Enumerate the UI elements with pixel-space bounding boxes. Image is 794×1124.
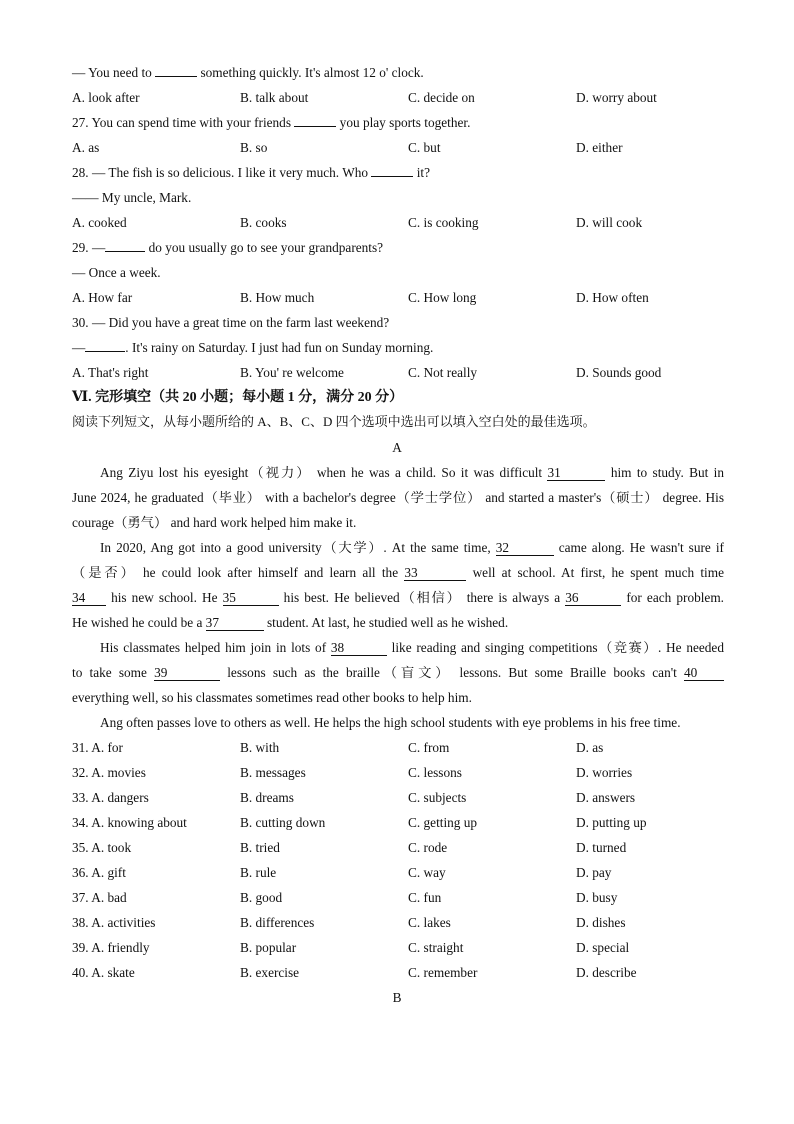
cloze-39-option-b[interactable]: B. popular [240, 940, 297, 955]
cloze-35-option-a[interactable]: 35. A. took [72, 840, 132, 855]
q30-option-c[interactable]: C. Not really [408, 365, 478, 380]
q29-blank[interactable] [105, 251, 145, 252]
cloze-37-option-d[interactable]: D. busy [576, 890, 618, 905]
cloze-40-option-d[interactable]: D. describe [576, 965, 637, 980]
cloze-34-options [72, 814, 752, 832]
p2-line1 [100, 539, 724, 557]
cloze-31-option-c[interactable]: C. from [408, 740, 450, 755]
cloze-36-option-c[interactable]: C. way [408, 865, 446, 880]
cloze-38-option-c[interactable]: C. lakes [408, 915, 451, 930]
q28-option-c[interactable]: C. is cooking [408, 215, 479, 230]
q30-option-b[interactable]: B. You' re welcome [240, 365, 344, 380]
cloze-32-option-a[interactable]: 32. A. movies [72, 765, 146, 780]
q26-options [72, 89, 752, 107]
q26-stem-part1: — You need to [72, 65, 152, 80]
p1-line1 [100, 464, 724, 482]
blank-33[interactable]: 33 [404, 565, 466, 581]
q28-blank[interactable] [371, 176, 413, 177]
cloze-39-option-c[interactable]: C. straight [408, 940, 464, 955]
q26-option-b[interactable]: B. talk about [240, 90, 309, 105]
cloze-34-option-b[interactable]: B. cutting down [240, 815, 326, 830]
p1-line2: June 2024, he graduated（毕业） with a bachelor's degree（学士学位） and started a master's（硕士） degree. His [72, 490, 724, 505]
cloze-31-option-a[interactable]: 31. A. for [72, 740, 123, 755]
q28-option-b[interactable]: B. cooks [240, 215, 287, 230]
q28-option-a[interactable]: A. cooked [72, 215, 127, 230]
q29-option-c[interactable]: C. How long [408, 290, 477, 305]
p1-text: him to study. But in [610, 465, 725, 480]
p2-text: well at school. At first, he spent much time [472, 565, 724, 580]
p2-line4 [72, 614, 724, 632]
section-instruction: 阅读下列短文，从每小题所给的 A、B、C、D 四个选项中选出可以填入空白处的最佳选项。 [72, 414, 596, 429]
cloze-31-option-b[interactable]: B. with [240, 740, 280, 755]
q28-stem-part2: it? [416, 165, 431, 180]
q30-reply-part2: . It's rainy on Saturday. I just had fun on Sunday morning. [125, 340, 434, 355]
q29-option-d[interactable]: D. How often [576, 290, 649, 305]
q27-option-c[interactable]: C. but [408, 140, 441, 155]
p2-text: his new school. He [111, 590, 218, 605]
q29-stem-part1: 29. — [72, 240, 106, 255]
q28-option-d[interactable]: D. will cook [576, 215, 643, 230]
cloze-34-option-d[interactable]: D. putting up [576, 815, 647, 830]
cloze-36-option-d[interactable]: D. pay [576, 865, 612, 880]
p2-text: his best. He believed（相信） there is always a [283, 590, 561, 605]
cloze-38-option-d[interactable]: D. dishes [576, 915, 626, 930]
q29-option-a[interactable]: A. How far [72, 290, 133, 305]
p1-line3: courage（勇气） and hard work helped him make it. [72, 515, 357, 530]
q30-stem: 30. — Did you have a great time on the farm last weekend? [72, 315, 390, 330]
blank-39[interactable]: 39 [154, 665, 220, 681]
q28-stem-part1: 28. — The fish is so delicious. I like it very much. Who [72, 165, 369, 180]
blank-38[interactable]: 38 [331, 640, 387, 656]
cloze-31-option-d[interactable]: D. as [576, 740, 604, 755]
blank-34[interactable]: 34 [72, 590, 106, 606]
q28-stem [72, 164, 430, 182]
q28-options [72, 214, 752, 232]
q26-option-c[interactable]: C. decide on [408, 90, 475, 105]
q29-stem [72, 239, 383, 257]
q26-stem-part2: something quickly. It's almost 12 o' clock. [200, 65, 424, 80]
q27-option-b[interactable]: B. so [240, 140, 268, 155]
p2-line3 [72, 589, 724, 607]
q28-reply: —— My uncle, Mark. [72, 190, 192, 205]
cloze-35-option-d[interactable]: D. turned [576, 840, 627, 855]
section-title: Ⅵ. 完形填空（共 20 小题；每小题 1 分，满分 20 分） [72, 390, 404, 405]
cloze-40-option-a[interactable]: 40. A. skate [72, 965, 135, 980]
q27-blank[interactable] [294, 126, 336, 127]
cloze-40-option-c[interactable]: C. remember [408, 965, 478, 980]
cloze-32-option-c[interactable]: C. lessons [408, 765, 462, 780]
cloze-32-option-b[interactable]: B. messages [240, 765, 306, 780]
q30-option-d[interactable]: D. Sounds good [576, 365, 662, 380]
cloze-38-option-a[interactable]: 38. A. activities [72, 915, 156, 930]
cloze-36-options [72, 864, 752, 882]
p3-line2 [72, 664, 724, 682]
blank-37[interactable]: 37 [206, 615, 264, 631]
cloze-33-option-c[interactable]: C. subjects [408, 790, 467, 805]
p3-text: to take some [72, 665, 147, 680]
p2-text: came along. He wasn't sure if [558, 540, 724, 555]
p2-text: student. At last, he studied well as he wished. [267, 615, 509, 630]
q26-option-d[interactable]: D. worry about [576, 90, 657, 105]
cloze-38-option-b[interactable]: B. differences [240, 915, 315, 930]
blank-36[interactable]: 36 [565, 590, 621, 606]
p2-text: for each problem. [626, 590, 725, 605]
p3-line1 [100, 639, 724, 657]
q29-reply: — Once a week. [72, 265, 161, 280]
cloze-31-options [72, 739, 752, 757]
q27-stem [72, 114, 470, 132]
cloze-33-options [72, 789, 752, 807]
p3-line3: everything well, so his classmates sometimes read other books to help him. [72, 690, 472, 705]
p3-text: like reading and singing competitions（竞赛）. He needed [391, 640, 724, 655]
p2-text: In 2020, Ang got into a good university（大学）. At the same time, [100, 540, 491, 555]
q29-option-b[interactable]: B. How much [240, 290, 315, 305]
q26-stem [72, 64, 424, 82]
cloze-40-option-b[interactable]: B. exercise [240, 965, 300, 980]
blank-32[interactable]: 32 [496, 540, 554, 556]
p4-line1: Ang often passes love to others as well. He helps the high school students with eye problems in his free time. [100, 715, 681, 730]
q30-reply-part1: — [72, 340, 86, 355]
q30-option-a[interactable]: A. That's right [72, 365, 149, 380]
passage-b-label: B [392, 990, 402, 1005]
cloze-39-options [72, 939, 752, 957]
q29-options [72, 289, 752, 307]
cloze-39-option-d[interactable]: D. special [576, 940, 630, 955]
p3-text: lessons such as the braille（盲文） lessons. But some Braille books can't [227, 665, 677, 680]
cloze-37-option-a[interactable]: 37. A. bad [72, 890, 127, 905]
cloze-36-option-a[interactable]: 36. A. gift [72, 865, 126, 880]
cloze-36-option-b[interactable]: B. rule [240, 865, 277, 880]
cloze-33-option-b[interactable]: B. dreams [240, 790, 294, 805]
p2-text: （是否） he could look after himself and learn all the [72, 565, 399, 580]
q27-option-d[interactable]: D. either [576, 140, 623, 155]
q30-reply [72, 339, 433, 357]
cloze-33-option-a[interactable]: 33. A. dangers [72, 790, 149, 805]
p2-text: He wished he could be a [72, 615, 203, 630]
cloze-32-option-d[interactable]: D. worries [576, 765, 633, 780]
cloze-39-option-a[interactable]: 39. A. friendly [72, 940, 150, 955]
q27-stem-part1: 27. You can spend time with your friends [72, 115, 292, 130]
blank-40[interactable]: 40 [684, 665, 724, 681]
p1-text: Ang Ziyu lost his eyesight（视力） when he was a child. So it was difficult [100, 465, 543, 480]
cloze-33-option-d[interactable]: D. answers [576, 790, 636, 805]
q30-options [72, 364, 752, 382]
cloze-35-option-c[interactable]: C. rode [408, 840, 448, 855]
q26-option-a[interactable]: A. look after [72, 90, 140, 105]
passage-a-label: A [392, 440, 402, 455]
cloze-38-options [72, 914, 752, 932]
q27-option-a[interactable]: A. as [72, 140, 100, 155]
blank-31[interactable]: 31 [547, 465, 605, 481]
q27-stem-part2: you play sports together. [339, 115, 471, 130]
p2-line2 [72, 564, 724, 582]
cloze-35-option-b[interactable]: B. tried [240, 840, 280, 855]
cloze-32-options [72, 764, 752, 782]
blank-35[interactable]: 35 [223, 590, 279, 606]
cloze-37-options [72, 889, 752, 907]
cloze-37-option-c[interactable]: C. fun [408, 890, 442, 905]
cloze-34-option-a[interactable]: 34. A. knowing about [72, 815, 187, 830]
q27-options [72, 139, 752, 157]
cloze-37-option-b[interactable]: B. good [240, 890, 283, 905]
q26-blank[interactable] [155, 76, 197, 77]
q30-blank[interactable] [85, 351, 125, 352]
p3-text: His classmates helped him join in lots of [100, 640, 327, 655]
cloze-40-options [72, 964, 752, 982]
q29-stem-part2: do you usually go to see your grandparents? [148, 240, 384, 255]
cloze-34-option-c[interactable]: C. getting up [408, 815, 478, 830]
cloze-35-options [72, 839, 752, 857]
